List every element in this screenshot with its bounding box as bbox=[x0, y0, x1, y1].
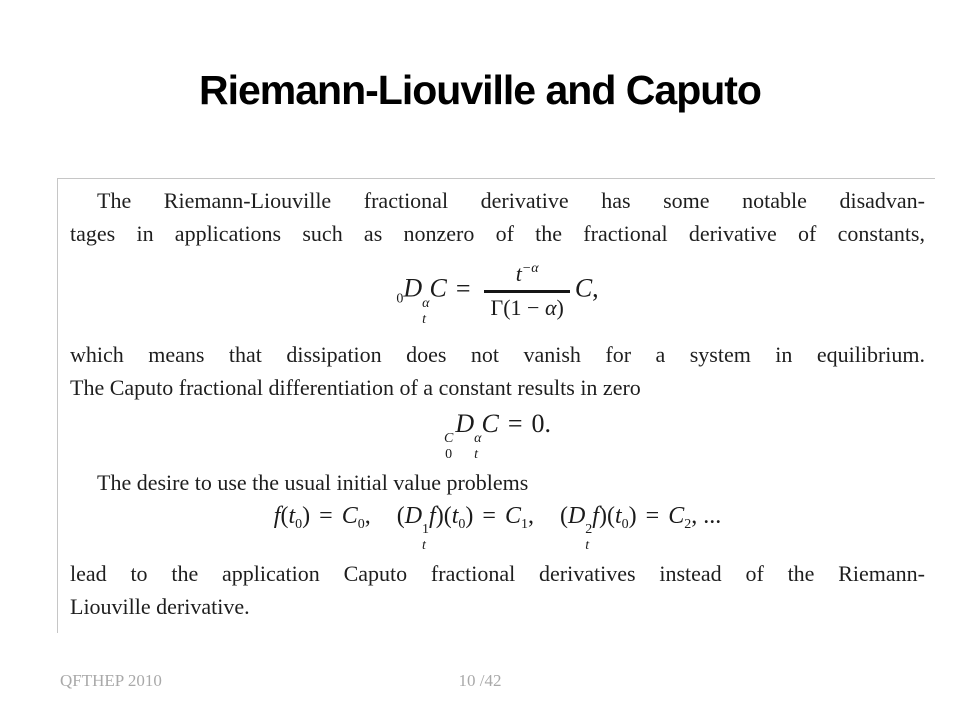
footer-page-number: 10 /42 bbox=[458, 671, 502, 690]
prescript-sub: 0 bbox=[396, 291, 404, 307]
content-area bbox=[57, 178, 935, 633]
equation bbox=[444, 409, 551, 462]
operator-D: D bbox=[455, 408, 475, 438]
body-line: which means that dissipation does not vanish for a system in equilibrium. bbox=[70, 342, 925, 367]
fraction-numerator: $t^{-\alpha}$ bbox=[515, 261, 539, 287]
operator-D: D bbox=[403, 273, 423, 303]
slide-title: Riemann-Liouville and Caputo bbox=[199, 67, 761, 113]
body-line: Liouville derivative. bbox=[70, 594, 250, 619]
formula-initial-values bbox=[70, 499, 925, 557]
operator-scripts: α t bbox=[422, 295, 430, 327]
operator-scripts: 1 t bbox=[422, 522, 430, 553]
comma: , bbox=[592, 273, 599, 303]
fraction-denominator: Γ(1 − α) bbox=[484, 290, 569, 320]
equals-sign: = bbox=[455, 273, 471, 303]
formula-riemann-liouville bbox=[70, 250, 925, 338]
body-line: tages in applications such as nonzero of the fractional derivative of constants, bbox=[70, 221, 925, 246]
body-line: lead to the application Caputo fractional derivatives instead of the Riemann- bbox=[70, 561, 925, 586]
body-line: The desire to use the usual initial value problems bbox=[97, 470, 529, 495]
equation bbox=[396, 261, 598, 327]
operand-C: C bbox=[481, 408, 499, 438]
rhs-zero: 0. bbox=[531, 408, 551, 438]
footer-conference: QFTHEP 2010 bbox=[60, 671, 162, 690]
body-line: The Riemann-Liouville fractional derivative has some notable disadvan- bbox=[97, 188, 925, 213]
equation: $f(t_0) = C_0$, (D 1 t $f)(t_0) = C_1$, (D 2 t $f)(t_0) = C_2$, ... bbox=[273, 503, 722, 553]
prescript-stack: C 0 bbox=[444, 430, 454, 462]
operand-C: C bbox=[429, 273, 447, 303]
operand-C2: C bbox=[574, 273, 593, 303]
formula-caputo bbox=[70, 404, 925, 466]
operator-scripts: 2 t bbox=[585, 522, 593, 553]
body-line: The Caputo fractional differentiation of a constant results in zero bbox=[70, 375, 641, 400]
equals-sign: = bbox=[507, 408, 523, 438]
fraction bbox=[484, 261, 569, 320]
operator-scripts: α t bbox=[474, 430, 482, 462]
